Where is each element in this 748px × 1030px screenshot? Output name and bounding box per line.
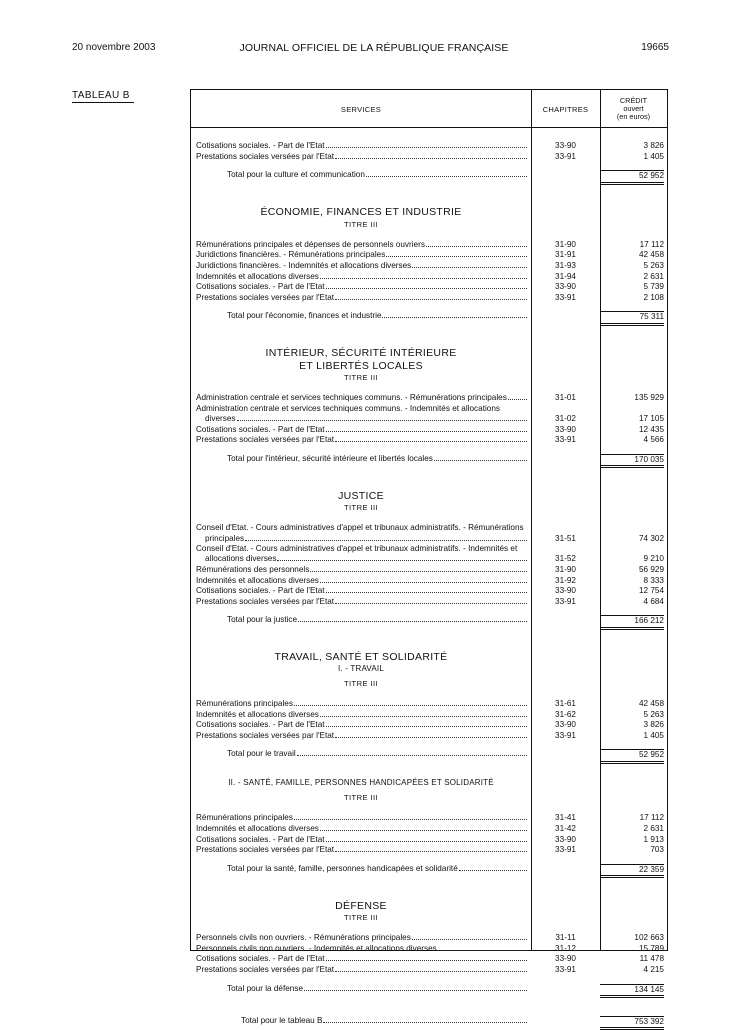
chapitre-code: 31-11 <box>555 933 576 943</box>
service-label <box>196 565 527 574</box>
credit-amount: 11 478 <box>639 954 664 964</box>
service-label <box>196 954 527 963</box>
service-text: Conseil d'Etat. - Cours administratives d'appel et tribunaux administratifs. - Indemnités et <box>196 544 518 554</box>
credit-amount: 135 929 <box>634 393 664 403</box>
service-text: Rémunérations principales et dépenses de personnels ouvriers <box>196 239 425 249</box>
service-label <box>205 554 527 563</box>
chapitre-code: 33-91 <box>555 730 576 740</box>
service-text: TRAVAIL, SANTÉ ET SOLIDARITÉ <box>274 651 448 664</box>
service-text: Juridictions financières. - Indemnités et allocations diverses <box>196 260 412 270</box>
dot-leader <box>335 965 527 972</box>
dot-leader <box>326 835 527 842</box>
dot-leader <box>335 731 527 738</box>
chapitre-code: 33-90 <box>555 586 576 596</box>
chapitre-code: 31-41 <box>555 813 576 823</box>
service-label <box>196 393 527 402</box>
service-text: Total pour l'économie, finances et industrie <box>227 311 382 321</box>
credit-header-line: (en euros) <box>616 112 651 121</box>
service-label <box>196 586 527 595</box>
service-label <box>196 731 527 740</box>
dot-leader <box>426 240 527 247</box>
service-label <box>191 651 531 663</box>
service-label <box>196 699 527 708</box>
credit-amount: 5 263 <box>643 709 664 719</box>
dot-leader <box>294 813 527 820</box>
dot-leader <box>237 414 528 421</box>
service-label <box>205 534 527 543</box>
service-text: Indemnités et allocations diverses <box>196 575 319 585</box>
dot-leader <box>412 261 527 268</box>
service-text: diverses <box>205 414 236 424</box>
service-label <box>196 293 527 302</box>
service-text: TITRE III <box>344 678 378 688</box>
chapitre-code: 33-90 <box>555 834 576 844</box>
chapitre-code: 31-02 <box>555 414 576 424</box>
credit-amount: 17 112 <box>639 239 664 249</box>
dot-leader <box>326 954 527 961</box>
chapitre-code: 31-01 <box>555 393 576 403</box>
credit-amount: 42 458 <box>638 250 664 260</box>
credit-amount: 1 405 <box>643 730 664 740</box>
service-text: JUSTICE <box>338 489 384 502</box>
service-text: Cotisations sociales. - Part de l'Etat <box>196 282 325 292</box>
service-label <box>227 311 527 320</box>
service-label <box>196 152 527 161</box>
dot-leader <box>382 311 527 318</box>
service-text: INTÉRIEUR, SÉCURITÉ INTÉRIEURE <box>265 347 457 360</box>
chapitre-code: 33-90 <box>555 424 576 434</box>
service-text: principales <box>205 533 245 543</box>
chapitre-code: 33-91 <box>555 151 576 161</box>
dot-leader <box>304 984 527 991</box>
dot-leader <box>277 554 527 561</box>
service-label <box>196 523 527 532</box>
service-label <box>191 793 531 802</box>
service-text: Indemnités et allocations diverses <box>196 823 319 833</box>
total-amount: 75 311 <box>600 311 664 325</box>
service-text: Cotisations sociales. - Part de l'Etat <box>196 954 325 964</box>
service-label <box>196 813 527 822</box>
service-text: Total pour la culture et communication <box>227 170 365 180</box>
total-amount: 753 392 <box>600 1016 664 1030</box>
service-label <box>196 720 527 729</box>
service-text: Total pour le tableau B <box>241 1015 323 1025</box>
credit-header-line: CRÉDIT <box>619 96 648 105</box>
service-label <box>227 454 527 463</box>
service-text: ÉCONOMIE, FINANCES ET INDUSTRIE <box>260 206 462 219</box>
dot-leader <box>335 597 527 604</box>
service-label <box>191 347 531 359</box>
chapitre-code: 33-91 <box>555 435 576 445</box>
dot-leader <box>335 293 527 300</box>
chapitre-code: 31-52 <box>555 554 576 564</box>
service-text: Administration centrale et services techniques communs. - Rémunérations principales <box>196 393 507 403</box>
service-text: Administration centrale et services techniques communs. - Indemnités et allocations <box>196 403 500 413</box>
service-label <box>196 835 527 844</box>
service-text: Prestations sociales versées par l'Etat <box>196 730 335 740</box>
service-text: Prestations sociales versées par l'Etat <box>196 596 335 606</box>
service-text: TITRE III <box>344 793 378 803</box>
column-header-services: SERVICES <box>340 105 382 114</box>
service-text: DÉFENSE <box>335 899 387 912</box>
service-text: allocations diverses <box>205 554 277 564</box>
credit-amount: 9 210 <box>643 554 664 564</box>
table-body <box>191 90 667 1026</box>
credit-amount: 102 663 <box>634 933 664 943</box>
dot-leader <box>326 720 527 727</box>
dot-leader <box>326 282 527 289</box>
dot-leader <box>326 425 527 432</box>
service-text: Indemnités et allocations diverses <box>196 271 319 281</box>
header-page-number: 19665 <box>641 42 669 53</box>
service-label <box>196 933 527 942</box>
service-label <box>191 490 531 502</box>
service-text: Prestations sociales versées par l'Etat <box>196 435 335 445</box>
chapitre-code: 31-12 <box>555 943 576 953</box>
credit-amount: 42 458 <box>638 698 664 708</box>
service-text: Prestations sociales versées par l'Etat <box>196 151 335 161</box>
service-text: Cotisations sociales. - Part de l'Etat <box>196 720 325 730</box>
service-label <box>196 261 527 270</box>
dot-leader <box>326 586 527 593</box>
total-amount: 22 359 <box>600 864 664 878</box>
service-label <box>227 615 527 624</box>
service-text: TITRE III <box>344 219 378 229</box>
chapitre-code: 31-51 <box>555 533 576 543</box>
service-label <box>191 220 531 229</box>
service-text: Rémunérations principales <box>196 698 293 708</box>
service-label <box>196 240 527 249</box>
service-text: Total pour la justice <box>227 615 298 625</box>
service-label <box>196 944 527 953</box>
service-text: Total pour l'intérieur, sécurité intérieure et libertés locales <box>227 453 433 463</box>
header-date: 20 novembre 2003 <box>72 42 156 53</box>
service-label <box>196 845 527 854</box>
dot-leader <box>459 864 527 871</box>
credit-amount: 2 108 <box>643 292 664 302</box>
service-label <box>227 864 527 873</box>
credit-amount: 8 333 <box>643 575 664 585</box>
credit-amount: 4 684 <box>643 596 664 606</box>
chapitre-code: 31-94 <box>555 271 576 281</box>
credit-amount: 1 913 <box>643 834 664 844</box>
chapitre-code: 33-90 <box>555 282 576 292</box>
dot-leader <box>508 393 527 400</box>
service-text: Cotisations sociales. - Part de l'Etat <box>196 834 325 844</box>
service-text: I. - TRAVAIL <box>338 663 384 673</box>
chapitre-code: 33-90 <box>555 141 576 150</box>
service-label <box>196 576 527 585</box>
service-label <box>196 965 527 974</box>
service-text: Prestations sociales versées par l'Etat <box>196 845 335 855</box>
dot-leader <box>320 576 527 583</box>
service-label <box>196 435 527 444</box>
dot-leader <box>297 749 527 756</box>
chapitre-code: 31-90 <box>555 565 576 574</box>
page-header <box>0 42 748 58</box>
service-text: Prestations sociales versées par l'Etat <box>196 965 335 974</box>
dot-leader <box>335 845 527 852</box>
dot-leader <box>335 435 527 442</box>
service-text: Personnels civils non ouvriers. - Indemnités et allocations diverses <box>196 943 437 953</box>
service-label <box>191 664 531 673</box>
dot-leader <box>323 1016 527 1023</box>
dot-leader <box>326 141 527 148</box>
credit-amount: 4 215 <box>643 965 664 974</box>
credit-amount: 17 112 <box>639 813 664 823</box>
chapitre-code: 31-62 <box>555 709 576 719</box>
service-label <box>196 250 527 259</box>
credit-amount: 1 405 <box>643 151 664 161</box>
credit-amount: 15 789 <box>638 943 664 953</box>
chapitre-code: 31-91 <box>555 250 576 260</box>
service-text: TITRE III <box>344 373 378 383</box>
dot-leader <box>245 534 527 541</box>
service-label <box>191 503 531 512</box>
service-text: Cotisations sociales. - Part de l'Etat <box>196 141 325 150</box>
service-label <box>241 1016 527 1025</box>
dot-leader <box>294 699 527 706</box>
service-text: Total pour la défense <box>227 983 304 993</box>
dot-leader <box>366 170 527 177</box>
service-label <box>191 900 531 912</box>
dot-leader <box>320 824 527 831</box>
service-label <box>196 404 527 413</box>
service-text: Total pour la santé, famille, personnes handicapées et solidarité <box>227 863 458 873</box>
dot-leader <box>320 272 527 279</box>
chapitre-code: 31-92 <box>555 575 576 585</box>
credit-amount: 2 631 <box>643 271 664 281</box>
service-text: Rémunérations principales <box>196 813 293 823</box>
chapitre-code: 31-90 <box>555 239 576 249</box>
service-text: Personnels civils non ouvriers. - Rémunérations principales <box>196 933 411 943</box>
credit-amount: 3 826 <box>643 141 664 150</box>
chapitre-code: 31-61 <box>555 698 576 708</box>
chapitre-code: 33-91 <box>555 596 576 606</box>
service-label <box>191 679 531 688</box>
service-label <box>196 710 527 719</box>
service-label <box>227 984 527 993</box>
credit-amount: 12 754 <box>638 586 664 596</box>
service-text: Cotisations sociales. - Part de l'Etat <box>196 424 325 434</box>
service-label <box>191 206 531 218</box>
service-text: TITRE III <box>344 503 378 513</box>
chapitre-code: 33-91 <box>555 292 576 302</box>
credit-amount: 74 302 <box>638 533 664 543</box>
total-amount: 166 212 <box>600 615 664 629</box>
credit-amount: 3 826 <box>643 720 664 730</box>
chapitre-code: 33-91 <box>555 845 576 855</box>
dot-leader <box>310 565 527 572</box>
credit-amount: 56 929 <box>638 565 664 574</box>
service-label <box>227 749 527 758</box>
service-text: II. - SANTÉ, FAMILLE, PERSONNES HANDICAPÉES ET SOLIDARITÉ <box>228 778 494 788</box>
header-journal-title: JOURNAL OFFICIEL DE LA RÉPUBLIQUE FRANÇAISE <box>239 42 509 54</box>
total-amount: 170 035 <box>600 454 664 468</box>
service-label <box>196 425 527 434</box>
dot-leader <box>335 152 527 159</box>
dot-leader <box>298 615 527 622</box>
service-label <box>196 597 527 606</box>
service-label <box>227 170 527 179</box>
chapitre-code: 33-90 <box>555 720 576 730</box>
service-label <box>196 141 527 150</box>
service-text: TITRE III <box>344 913 378 923</box>
credit-amount: 5 263 <box>643 260 664 270</box>
budget-table <box>190 89 668 1026</box>
service-label <box>191 360 531 372</box>
service-text: Rémunérations des personnels <box>196 565 310 574</box>
service-label <box>196 544 527 553</box>
total-amount: 52 952 <box>600 749 664 763</box>
tableau-label: TABLEAU B <box>72 90 134 103</box>
service-text: Total pour le travail <box>227 749 296 759</box>
service-label <box>205 414 527 423</box>
credit-amount: 5 739 <box>643 282 664 292</box>
service-label <box>196 282 527 291</box>
service-text: Juridictions financières. - Rémunérations principales <box>196 250 386 260</box>
service-label <box>191 778 531 787</box>
total-amount: 52 952 <box>600 170 664 184</box>
credit-amount: 4 566 <box>643 435 664 445</box>
dot-leader <box>320 710 527 717</box>
dot-leader <box>386 250 527 257</box>
credit-amount: 2 631 <box>643 823 664 833</box>
chapitre-code: 31-42 <box>555 823 576 833</box>
credit-amount: 17 105 <box>638 414 664 424</box>
service-text: ET LIBERTÉS LOCALES <box>299 359 423 372</box>
service-text: Indemnités et allocations diverses <box>196 709 319 719</box>
service-text: Cotisations sociales. - Part de l'Etat <box>196 586 325 596</box>
service-label <box>196 272 527 281</box>
chapitre-code: 33-91 <box>555 965 576 974</box>
credit-amount: 12 435 <box>638 424 664 434</box>
service-text: Conseil d'Etat. - Cours administratives d'appel et tribunaux administratifs. - Rémunérations <box>196 523 524 533</box>
credit-amount: 703 <box>650 845 664 855</box>
service-label <box>191 913 531 922</box>
service-label <box>196 824 527 833</box>
total-amount: 134 145 <box>600 984 664 998</box>
credit-header-line: ouvert <box>623 104 644 113</box>
service-label <box>191 373 531 382</box>
column-header-chapitres: CHAPITRES <box>542 105 589 114</box>
chapitre-code: 33-90 <box>555 954 576 964</box>
dot-leader <box>434 454 527 461</box>
dot-leader <box>412 933 527 940</box>
service-text: Prestations sociales versées par l'Etat <box>196 292 335 302</box>
dot-leader <box>438 944 527 951</box>
chapitre-code: 31-93 <box>555 260 576 270</box>
